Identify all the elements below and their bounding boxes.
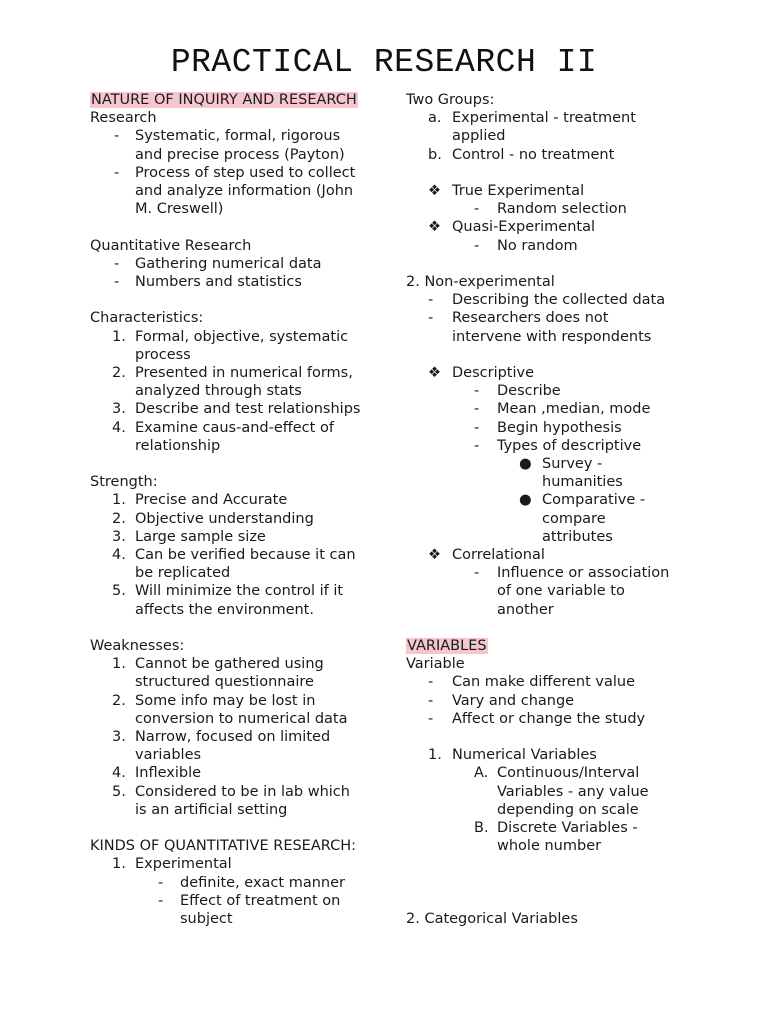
characteristics-label: Characteristics: xyxy=(90,310,204,327)
two-groups-label: Two Groups: xyxy=(406,92,495,108)
diamond-bullet-icon: ❖ xyxy=(428,365,441,381)
list-item: 4. Can be verified because it can be replicated xyxy=(112,547,356,582)
dash-marker: - xyxy=(114,128,120,145)
list-item: - Researchers does not intervene with respondents xyxy=(428,310,652,345)
diamond-bullet-icon: ❖ xyxy=(428,183,441,199)
list-item: 5. Considered to be in lab which is an artificial setting xyxy=(112,783,350,818)
diamond-bullet-icon: ❖ xyxy=(428,219,441,236)
list-item: 1. Numerical Variables xyxy=(428,747,597,764)
list-item: a. Experimental - treatment applied xyxy=(428,110,636,145)
list-item: A. Continuous/Interval Variables - any value depending on scale xyxy=(474,765,649,818)
list-item: - Vary and change xyxy=(428,692,575,709)
right-column xyxy=(406,91,706,928)
list-item: - Gathering numerical data xyxy=(114,255,322,272)
strength-label: Strength: xyxy=(90,474,158,491)
list-item: - Numbers and statistics xyxy=(114,274,302,291)
kinds-heading: KINDS OF QUANTITATIVE RESEARCH: xyxy=(90,838,357,855)
list-item: - definite, exact manner xyxy=(158,874,345,891)
list-item: 2. Objective understanding xyxy=(112,510,314,527)
list-item: 1. Experimental xyxy=(112,856,232,873)
list-item: ● Comparative - compare attributes xyxy=(519,492,646,545)
quantitative-label: Quantitative Research xyxy=(90,237,252,254)
list-item: 1. Cannot be gathered using structured questionnaire xyxy=(112,656,324,691)
list-item: 3. Large sample size xyxy=(112,528,266,545)
section-heading-variables: VARIABLES xyxy=(407,638,487,655)
list-item: - Affect or change the study xyxy=(428,710,646,727)
list-item: 2. Presented in numerical forms, analyzed through stats xyxy=(112,365,353,400)
categorical-label: 2. Categorical Variables xyxy=(406,911,578,928)
list-item: ❖ True Experimental xyxy=(428,183,585,199)
list-item: - Random selection xyxy=(474,201,627,218)
list-item: - Influence or association of one variable to another xyxy=(474,565,670,618)
list-item: - Systematic, formal, rigorous and precise process (Payton) xyxy=(114,128,345,163)
dash-marker: - xyxy=(114,164,120,181)
list-item: 4. Examine caus-and-effect of relationship xyxy=(112,419,334,454)
list-item: - No random xyxy=(474,237,578,254)
section-heading-nature: NATURE OF INQUIRY AND RESEARCH xyxy=(91,92,357,108)
document-title: PRACTICAL RESEARCH II xyxy=(170,44,598,81)
list-item: - Begin hypothesis xyxy=(474,419,622,436)
non-experimental-label: 2. Non-experimental xyxy=(406,274,555,290)
list-item: 5. Will minimize the control if it affects the environment. xyxy=(112,583,344,618)
list-item: - Types of descriptive xyxy=(474,437,642,454)
list-item: 3. Narrow, focused on limited variables xyxy=(112,729,331,764)
list-item: - Describing the collected data xyxy=(428,292,666,309)
list-item: 3. Describe and test relationships xyxy=(112,401,361,418)
list-item: ❖ Descriptive xyxy=(428,365,535,381)
list-item: ❖ Correlational xyxy=(428,547,545,564)
list-item: - Process of step used to collect and analyze information (John M. Creswell) xyxy=(114,164,356,218)
list-item: 2. Some info may be lost in conversion to numerical data xyxy=(112,692,348,727)
variable-label: Variable xyxy=(406,656,465,673)
list-item: - Effect of treatment on subject xyxy=(158,892,341,928)
bullet-icon: ● xyxy=(519,456,532,473)
diamond-bullet-icon: ❖ xyxy=(428,547,441,564)
list-item: - Describe xyxy=(474,383,561,400)
list-item: B. Discrete Variables - whole number xyxy=(474,820,638,855)
research-label: Research xyxy=(90,110,157,127)
list-item: - Mean ,median, mode xyxy=(474,401,651,418)
list-item: 4. Inflexible xyxy=(112,765,202,782)
left-column xyxy=(90,91,380,928)
list-item: 1. Precise and Accurate xyxy=(112,492,288,509)
list-item: - Can make different value xyxy=(428,674,636,691)
weaknesses-label: Weaknesses: xyxy=(90,638,185,655)
list-item: ● Survey - humanities xyxy=(519,456,623,491)
list-item: ❖ Quasi-Experimental xyxy=(428,219,595,236)
bullet-icon: ● xyxy=(519,492,532,509)
list-item: 1. Formal, objective, systematic process xyxy=(112,328,349,363)
list-item: b. Control - no treatment xyxy=(428,146,615,163)
